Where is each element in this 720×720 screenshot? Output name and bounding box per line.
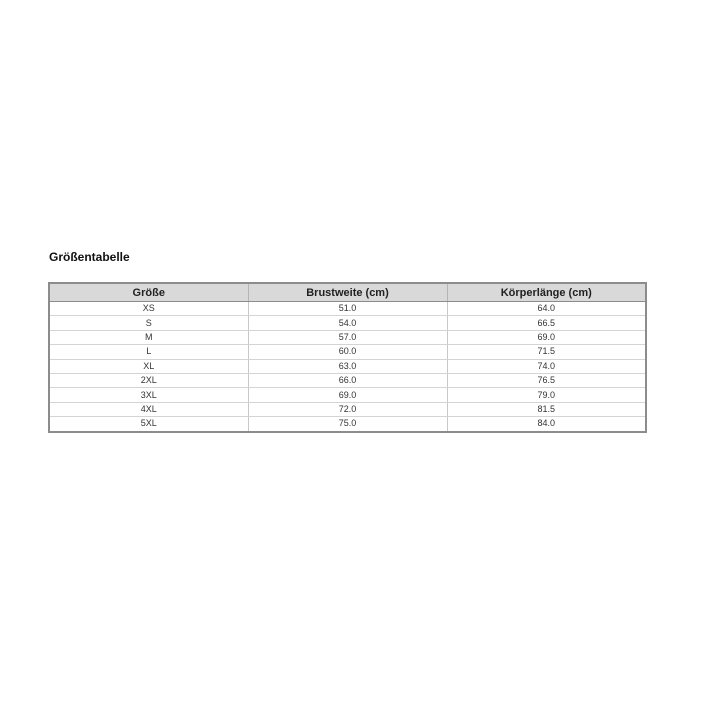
cell-size: 3XL (49, 388, 248, 402)
table-row (49, 417, 646, 432)
table-row (49, 345, 646, 359)
cell-size: 5XL (49, 417, 248, 432)
table-header-row (49, 283, 646, 302)
table-row (49, 373, 646, 387)
cell-size: S (49, 316, 248, 330)
cell-size: 2XL (49, 373, 248, 387)
cell-body-length: 84.0 (447, 417, 646, 432)
cell-chest-width: 57.0 (248, 330, 447, 344)
column-header-size: Größe (49, 283, 248, 302)
cell-body-length: 79.0 (447, 388, 646, 402)
table-row (49, 316, 646, 330)
cell-chest-width: 51.0 (248, 302, 447, 316)
cell-size: 4XL (49, 402, 248, 416)
column-header-body-length: Körperlänge (cm) (447, 283, 646, 302)
cell-size: XL (49, 359, 248, 373)
table-row (49, 302, 646, 316)
cell-body-length: 66.5 (447, 316, 646, 330)
cell-body-length: 64.0 (447, 302, 646, 316)
cell-chest-width: 69.0 (248, 388, 447, 402)
cell-body-length: 81.5 (447, 402, 646, 416)
table-row (49, 330, 646, 344)
table-row (49, 402, 646, 416)
cell-chest-width: 72.0 (248, 402, 447, 416)
cell-body-length: 74.0 (447, 359, 646, 373)
cell-size: XS (49, 302, 248, 316)
cell-chest-width: 60.0 (248, 345, 447, 359)
page-title: Größentabelle (49, 250, 130, 264)
cell-chest-width: 66.0 (248, 373, 447, 387)
size-chart-table (48, 282, 647, 433)
table-row (49, 388, 646, 402)
cell-body-length: 69.0 (447, 330, 646, 344)
cell-size: M (49, 330, 248, 344)
cell-chest-width: 75.0 (248, 417, 447, 432)
cell-chest-width: 63.0 (248, 359, 447, 373)
column-header-chest-width: Brustweite (cm) (248, 283, 447, 302)
cell-body-length: 71.5 (447, 345, 646, 359)
cell-body-length: 76.5 (447, 373, 646, 387)
cell-size: L (49, 345, 248, 359)
cell-chest-width: 54.0 (248, 316, 447, 330)
table-row (49, 359, 646, 373)
